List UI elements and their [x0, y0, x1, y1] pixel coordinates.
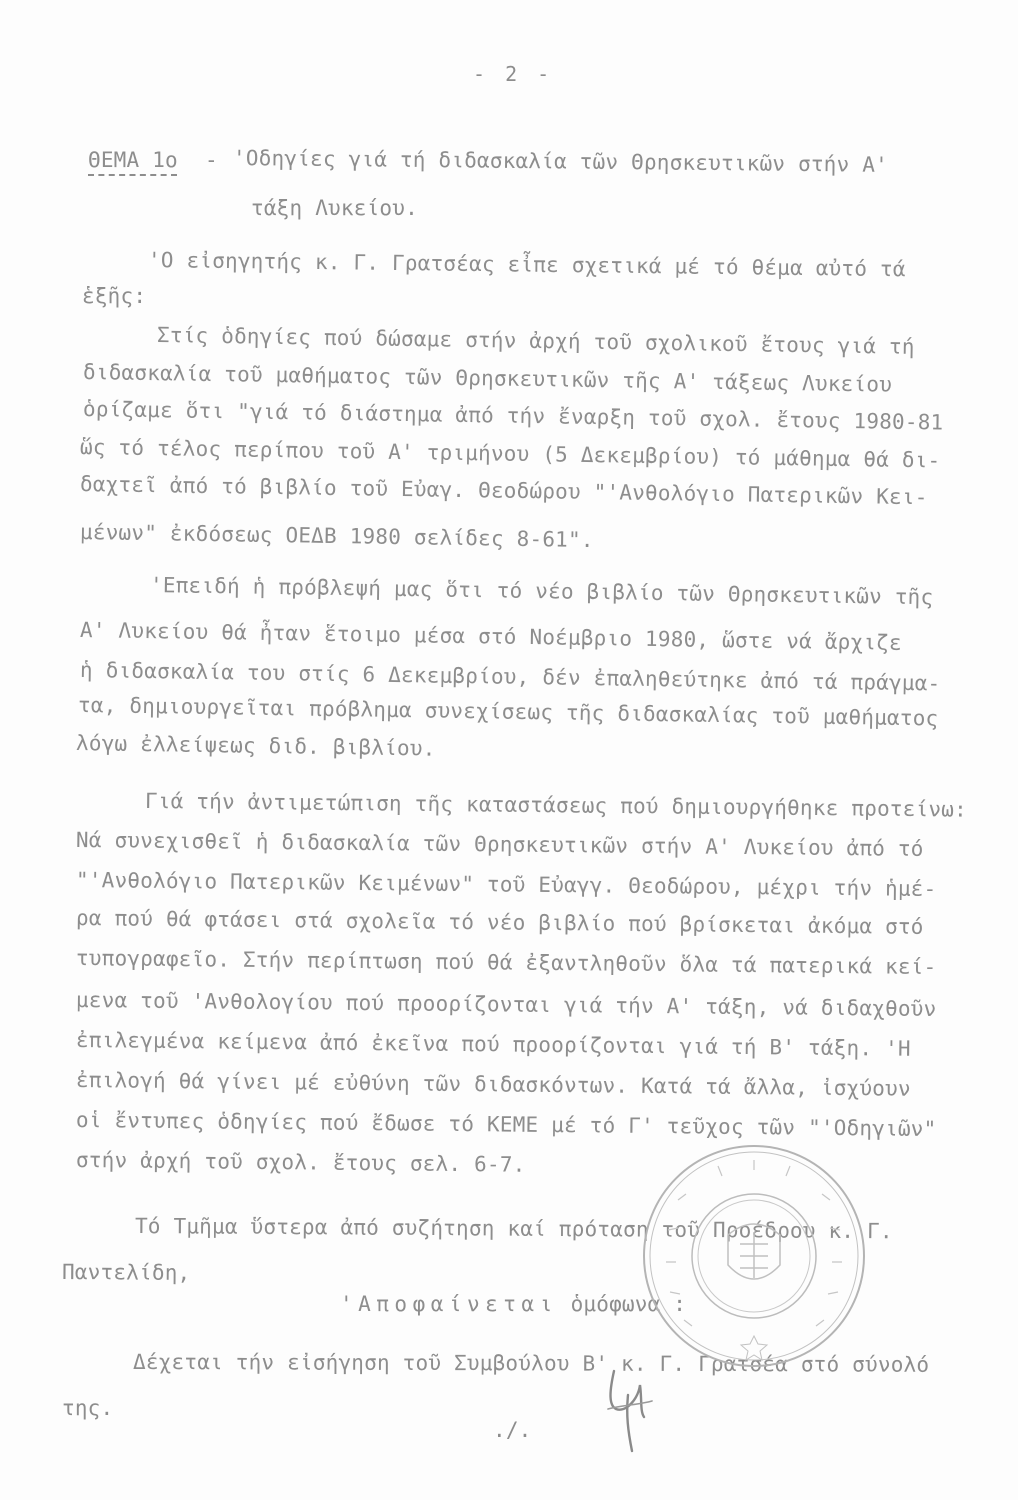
paragraph1-line: ὥς τό τέλος περίπου τοῦ Α' τριμήνου (5 Δεκεμβρίου) τό μάθημα θά δι-: [79, 435, 941, 473]
paragraph2-line: 'Επειδή ἡ πρόβλεψή μας ὅτι τό νέο βιβλίο τῶν Θρησκευτικῶν τῆς: [149, 573, 934, 610]
page-number: - 2 -: [473, 62, 554, 86]
paragraph3-line: Γιά τήν ἀντιμετώπιση τῆς καταστάσεως πού δημιουργήθηκε προτείνω:: [144, 789, 968, 822]
intro-line-1: 'Ο εἰσηγητής κ. Γ. Γρατσέας εἶπε σχετικά μέ τό θέμα αὐτό τά: [147, 248, 906, 282]
paragraph2-line: τα, δημιουργεῖται πρόβλημα συνεχίσεως τῆς διδασκαλίας τοῦ μαθήματος: [77, 693, 939, 731]
paragraph1-line: Στίς ὁδηγίες πού δώσαμε στήν ἀρχή τοῦ σχολικοῦ ἔτους γιά τή: [156, 323, 915, 359]
paragraph2-line: λόγω ἐλλείψεως διδ. βιβλίου.: [75, 731, 436, 761]
paragraph3-line: ρα πού θά φτάσει στά σχολεῖα τό νέο βιβλίο πού βρίσκεται ἀκόμα στό: [75, 906, 924, 939]
paragraph1-line: μένων" ἐκδόσεως ΟΕΔΒ 1980 σελίδες 8-61".: [79, 520, 594, 553]
paragraph5-line: Δέχεται τήν εἰσήγηση τοῦ Συμβούλου Β' κ. Γ. Γρατσέα στό σύνολό: [132, 1350, 930, 1377]
topic-dash: -: [205, 148, 218, 172]
decision-verb: 'Αποφαίνεται: [340, 1292, 558, 1316]
signature-initial-icon: [600, 1365, 660, 1455]
paragraph3-line: στήν ἀρχή τοῦ σχολ. ἔτους σελ. 6-7.: [75, 1148, 526, 1177]
paragraph1-line: ὁρίζαμε ὅτι "γιά τό διάστημα ἀπό τήν ἔναρξη τοῦ σχολ. ἔτους 1980-81: [82, 397, 944, 435]
paragraph5-line: της.: [62, 1396, 114, 1420]
paragraph4-line: Παντελίδη,: [61, 1260, 191, 1285]
paragraph4-line: Τό Τμῆμα ὕστερα ἀπό συζήτηση καί πρόταση τοῦ Προέδρου κ. Γ.: [134, 1214, 893, 1244]
topic-title-line-2: τάξη Λυκείου.: [251, 196, 418, 220]
official-stamp-icon: [638, 1140, 870, 1372]
paragraph1-line: δαχτεῖ ἀπό τό βιβλίο τοῦ Εὐαγ. Θεοδώρου "'Ανθολόγιο Πατερικῶν Κει-: [79, 472, 928, 510]
decision-unanimous: ὁμόφωνα :: [570, 1292, 687, 1316]
decision-line: [340, 1294, 686, 1315]
paragraph2-line: Α' Λυκείου θά ἦταν ἕτοιμο μέσα στό Νοέμβριο 1980, ὥστε νά ἄρχιζε: [79, 618, 903, 655]
closing-mark: ./.: [493, 1418, 532, 1442]
topic-title-line-1: 'Οδηγίες γιά τή διδασκαλία τῶν Θρησκευτικῶν στήν Α': [232, 146, 889, 177]
paragraph3-line: "'Ανθολόγιο Πατερικῶν Κειμένων" τοῦ Εὐαγγ. Θεοδώρου, μέχρι τήν ἡμέ-: [75, 868, 937, 902]
paragraph2-line: ἡ διδασκαλία του στίς 6 Δεκεμβρίου, δέν ἐπαληθεύτηκε ἀπό τά πράγμα-: [79, 658, 941, 696]
paragraph3-line: ἐπιλογή θά γίνει μέ εὐθύνη τῶν διδασκόντων. Κατά τά ἄλλα, ἰσχύουν: [75, 1068, 911, 1101]
paragraph3-line: τυπογραφεῖο. Στήν περίπτωση πού θά ἐξαντληθοῦν ὅλα τά πατερικά κεί-: [75, 946, 937, 980]
paragraph3-line: οἱ ἔντυπες ὁδηγίες πού ἔδωσε τό ΚΕΜΕ μέ τό Γ' τεῦχος τῶν "'Οδηγιῶν": [75, 1108, 937, 1142]
paragraph3-line: Νά συνεχισθεῖ ἡ διδασκαλία τῶν Θρησκευτικῶν στήν Α' Λυκείου ἀπό τό: [75, 828, 924, 861]
intro-line-2: ἑξῆς:: [82, 284, 147, 308]
paragraph3-line: ἐπιλεγμένα κείμενα ἀπό ἐκεῖνα πού προορίζονται γιά τή Β' τάξη. 'Η: [75, 1028, 911, 1061]
topic-label: ΘΕΜΑ 1ο: [88, 148, 178, 172]
paragraph1-line: διδασκαλία τοῦ μαθήματος τῶν Θρησκευτικῶν τῆς Α' τάξεως Λυκείου: [82, 360, 893, 397]
paragraph3-line: μενα τοῦ 'Ανθολογίου πού προορίζονται γιά τήν Α' τάξη, νά διδαχθοῦν: [75, 988, 937, 1022]
